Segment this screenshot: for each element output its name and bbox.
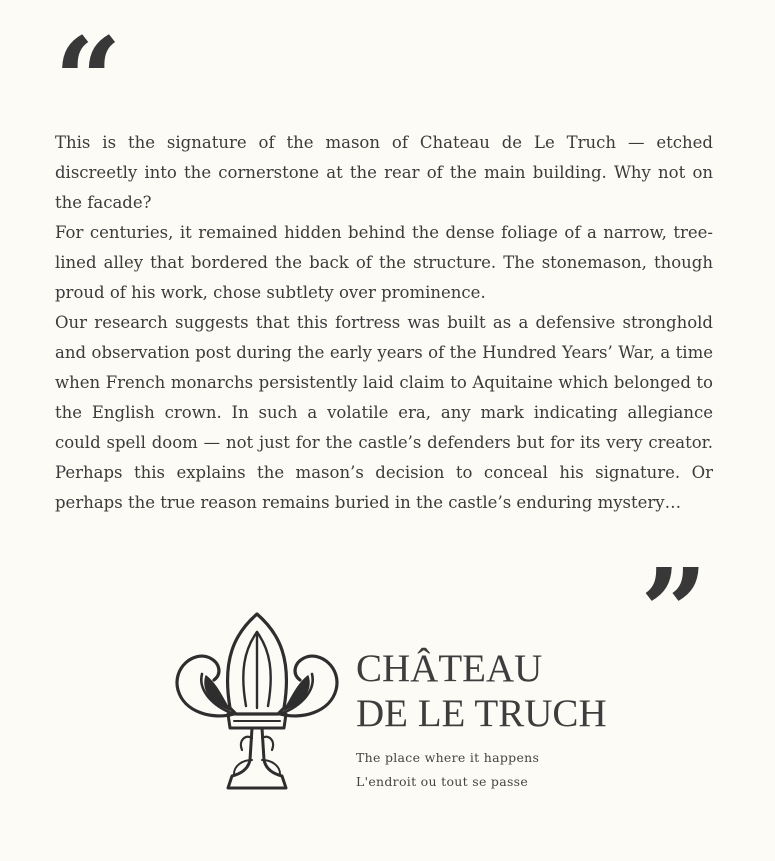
story-paragraph-2: For centuries, it remained hidden behind the dense foliage of a narrow, tree-lined alley that bordered the back of the structure. The stonemason, though proud of his work, chose subtlety over prominence.	[55, 223, 713, 302]
tagline-french: L'endroit ou tout se passe	[356, 774, 529, 789]
close-quote-mark: ”	[640, 542, 708, 681]
story-paragraph-1: This is the signature of the mason of Chateau de Le Truch — etched discreetly into the cornerstone at the rear of the main building. Why not on the facade?	[55, 133, 713, 212]
tagline-english: The place where it happens	[356, 750, 540, 765]
brand-name-line-1: CHÂTEAU	[356, 647, 543, 690]
fleur-de-lis-icon	[172, 610, 342, 795]
story-paragraph-3: Our research suggests that this fortress was built as a defensive stronghold and observation post during the early years of the Hundred Years’ War, a time when French monarchs persistently laid claim to Aquitaine which belonged to the English crown. In such a volatile era, any mark indicating allegiance could spell doom — not just for the castle’s defenders but for its very creator. Perhaps this explains the mason’s decision to conceal his signature. Or perhaps the true reason remains buried in the castle’s enduring mystery…	[55, 313, 713, 512]
open-quote-mark: “	[54, 11, 122, 150]
signature-story	[55, 128, 713, 518]
brand-block	[356, 646, 656, 794]
brand-name-line-2: DE LE TRUCH	[356, 692, 607, 735]
